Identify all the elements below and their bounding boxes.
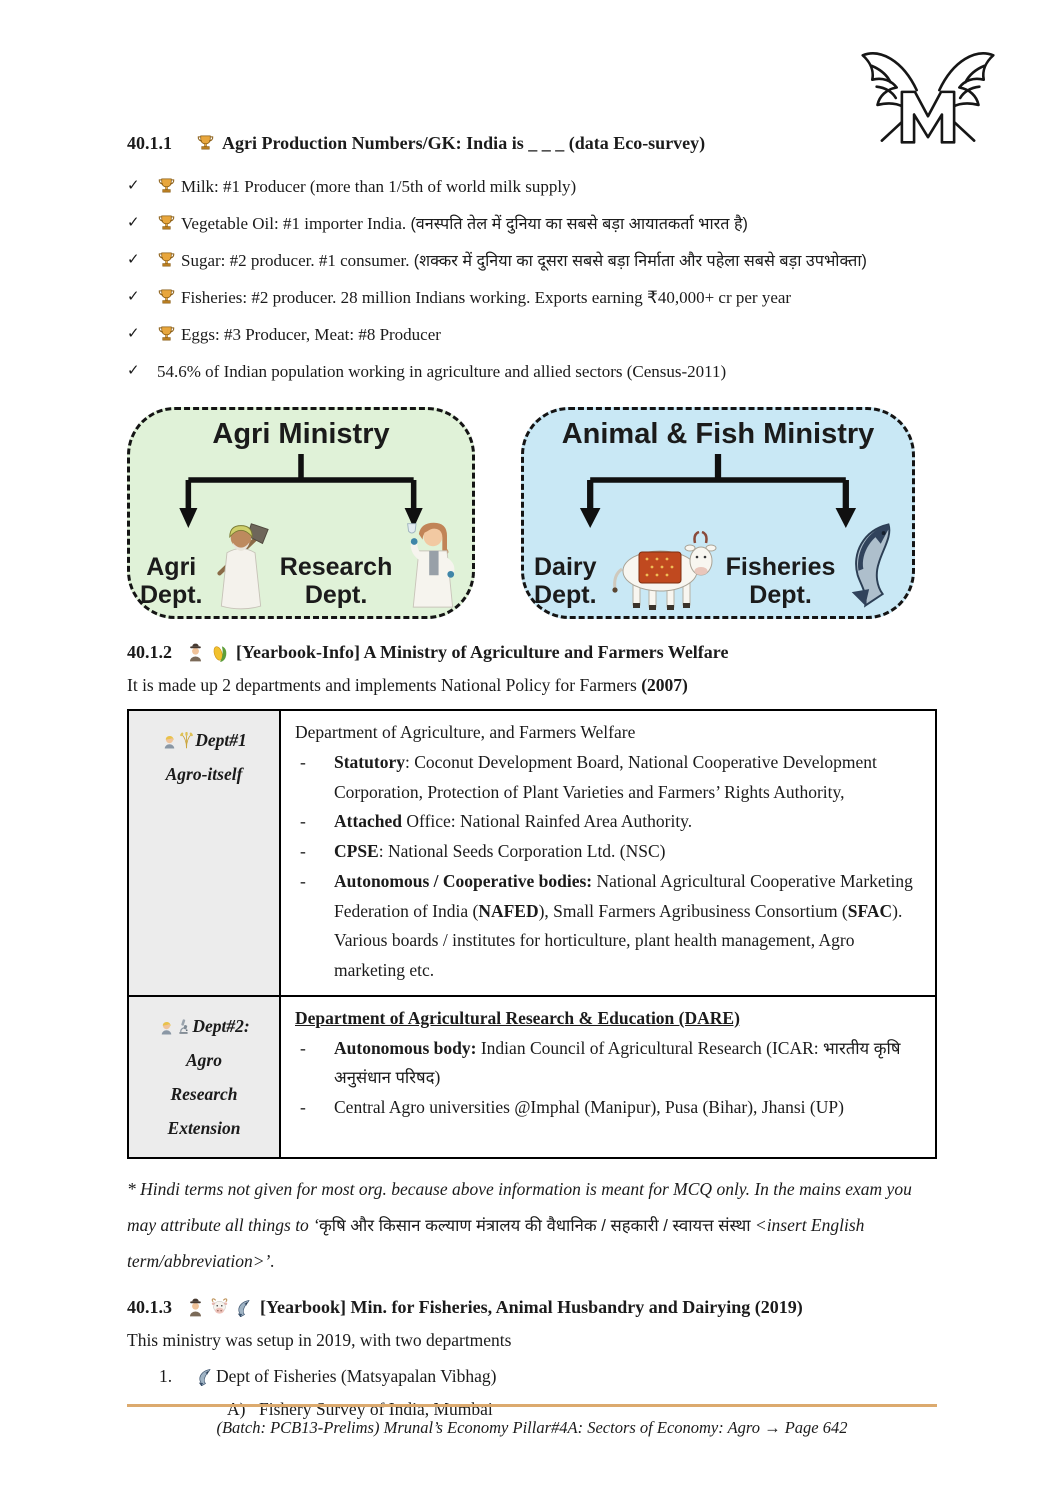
section-number: 40.1.2 [127, 642, 172, 663]
footer-text: (Batch: PCB13-Prelims) Mrunal’s Economy Pillar#4A: Sectors of Economy: Agro → Page 642 [216, 1418, 848, 1437]
research-dept-label: Research Dept. [279, 553, 393, 610]
microscope-icon [175, 1018, 192, 1035]
fish-illustration [844, 519, 902, 611]
list-marker: A) [227, 1399, 246, 1420]
blond-person-icon [161, 732, 178, 749]
subitem-text: Fishery Survey of India, Mumbai [259, 1399, 493, 1420]
section-heading-40-1-1 [127, 132, 937, 155]
table-header-dept1: Dept#1 Agro-itself [128, 710, 280, 996]
trophy-icon [157, 288, 176, 307]
cell-bullet: - Autonomous / Cooperative bodies: National Agricultural Cooperative Marketing Federation of India (NAFED), Small Farmers Agribusiness Consortium (SFAC). Various boards / institutes for horticulture, plant health management, Agro marketing etc. [300, 870, 913, 981]
dairy-dept-label: Dairy Dept. [534, 553, 597, 610]
checkmark-icon: ✓ [127, 286, 140, 305]
checkmark-icon: ✓ [127, 212, 140, 231]
section-heading-40-1-2 [127, 641, 937, 664]
cow-face-icon [210, 1298, 229, 1317]
table-row [128, 710, 936, 996]
table-header-dept2: Dept#2: Agro Research Extension [128, 996, 280, 1159]
animal-fish-ministry-box [521, 407, 915, 619]
agri-dept-label: Agri Dept. [140, 553, 203, 610]
cell-intro: Department of Agriculture, and Farmers Welfare [295, 722, 636, 743]
rice-sheaf-icon [178, 732, 195, 749]
footnote: * Hindi terms not given for most org. because above information is meant for MCQ only. In the mains exam you may attribute all things to ‘कृषि और किसान कल्याण मंत्रालय की वैधानिक / सहकारी / स्वायत्त संस्था <insert English term/abbreviation>’. [127, 1179, 912, 1272]
checkmark-icon: ✓ [127, 323, 140, 342]
bullet-text: 54.6% of Indian population working in agriculture and allied sectors (Census-2011) [157, 361, 727, 381]
bullet-text: Fisheries: #2 producer. 28 million Indians working. Exports earning ₹40,000+ cr per year [181, 287, 792, 307]
section-heading-40-1-3 [127, 1296, 937, 1319]
trophy-icon [196, 134, 215, 153]
table-row [128, 996, 936, 1159]
corn-icon [210, 643, 229, 662]
trophy-icon [157, 214, 176, 233]
scientist-illustration [402, 517, 462, 611]
production-facts-list [127, 176, 937, 384]
trophy-icon [157, 325, 176, 344]
person-with-hat-icon [186, 643, 205, 662]
list-item [127, 324, 937, 346]
cell-bullet: - CPSE: National Seeds Corporation Ltd. (NSC) [300, 841, 666, 862]
fish-icon [234, 1298, 253, 1317]
list-item [127, 287, 937, 309]
animal-fish-depts [534, 519, 902, 611]
ministry-diagram [127, 407, 937, 619]
ministry-setup-note: This ministry was setup in 2019, with two departments [127, 1329, 512, 1350]
ministry-intro: It is made up 2 departments and implements National Policy for Farmers (2007) [127, 674, 688, 695]
section-number: 40.1.3 [127, 1297, 172, 1318]
fish-icon [195, 1367, 214, 1386]
item-text: Dept of Fisheries (Matsyapalan Vibhag) [216, 1366, 497, 1387]
trophy-icon [157, 177, 176, 196]
page-footer [127, 1404, 937, 1438]
checkmark-icon: ✓ [127, 249, 140, 268]
cell-bullet: - Attached Office: National Rainfed Area Authority. [300, 811, 693, 832]
bullet-text: Vegetable Oil: #1 importer India. (वनस्पति तेल में दुनिया का सबसे बड़ा आयातकर्ता भारत है) [181, 213, 748, 233]
checkmark-icon: ✓ [127, 175, 140, 194]
person-with-hat-icon [186, 1298, 205, 1317]
list-marker: 1. [159, 1366, 173, 1387]
agri-ministry-depts [140, 517, 462, 611]
cell-bullet: - Autonomous body: Indian Council of Agricultural Research (ICAR: भारतीय कृषि अनुसंधान परिषद) [300, 1037, 901, 1088]
cell-bullet: - Statutory: Coconut Development Board, National Cooperative Development Corporation, Protection of Plant Varieties and Farmers’ Rights Authority, [300, 751, 877, 802]
cow-illustration [605, 531, 717, 611]
numbered-item [127, 1366, 937, 1387]
departments-table [127, 709, 937, 1159]
list-item [127, 361, 937, 383]
cell-bullet: - Central Agro universities @Imphal (Manipur), Pusa (Bihar), Jhansi (UP) [300, 1097, 844, 1118]
bullet-text: Eggs: #3 Producer, Meat: #8 Producer [181, 324, 441, 344]
section-title: [Yearbook-Info] A Ministry of Agriculture and Farmers Welfare [236, 642, 729, 663]
list-item [127, 250, 937, 272]
bullet-text: Sugar: #2 producer. #1 consumer. (शक्कर में दुनिया का दूसरा सबसे बड़ा निर्माता और पहेला सबसे बड़ा उपभोक्ता) [181, 250, 867, 270]
agri-ministry-title: Agri Ministry [212, 418, 390, 451]
checkmark-icon: ✓ [127, 360, 140, 379]
section-number: 40.1.1 [127, 133, 172, 153]
cell-heading: Department of Agricultural Research & Education (DARE) [295, 1007, 740, 1028]
fisheries-dept-label: Fisheries Dept. [725, 553, 836, 610]
boy-icon [158, 1018, 175, 1035]
list-item [127, 213, 937, 235]
section-title: Agri Production Numbers/GK: India is _ _ _ (data Eco-survey) [222, 133, 706, 153]
bullet-text: Milk: #1 Producer (more than 1/5th of world milk supply) [181, 176, 577, 196]
trophy-icon [157, 251, 176, 270]
table-cell-dept2 [280, 996, 936, 1159]
animal-fish-ministry-title: Animal & Fish Ministry [561, 418, 875, 451]
table-cell-dept1 [280, 710, 936, 996]
section-title: [Yearbook] Min. for Fisheries, Animal Husbandry and Dairying (2019) [260, 1297, 803, 1318]
farmer-illustration [212, 517, 270, 611]
list-item [127, 176, 937, 198]
agri-ministry-box [127, 407, 475, 619]
